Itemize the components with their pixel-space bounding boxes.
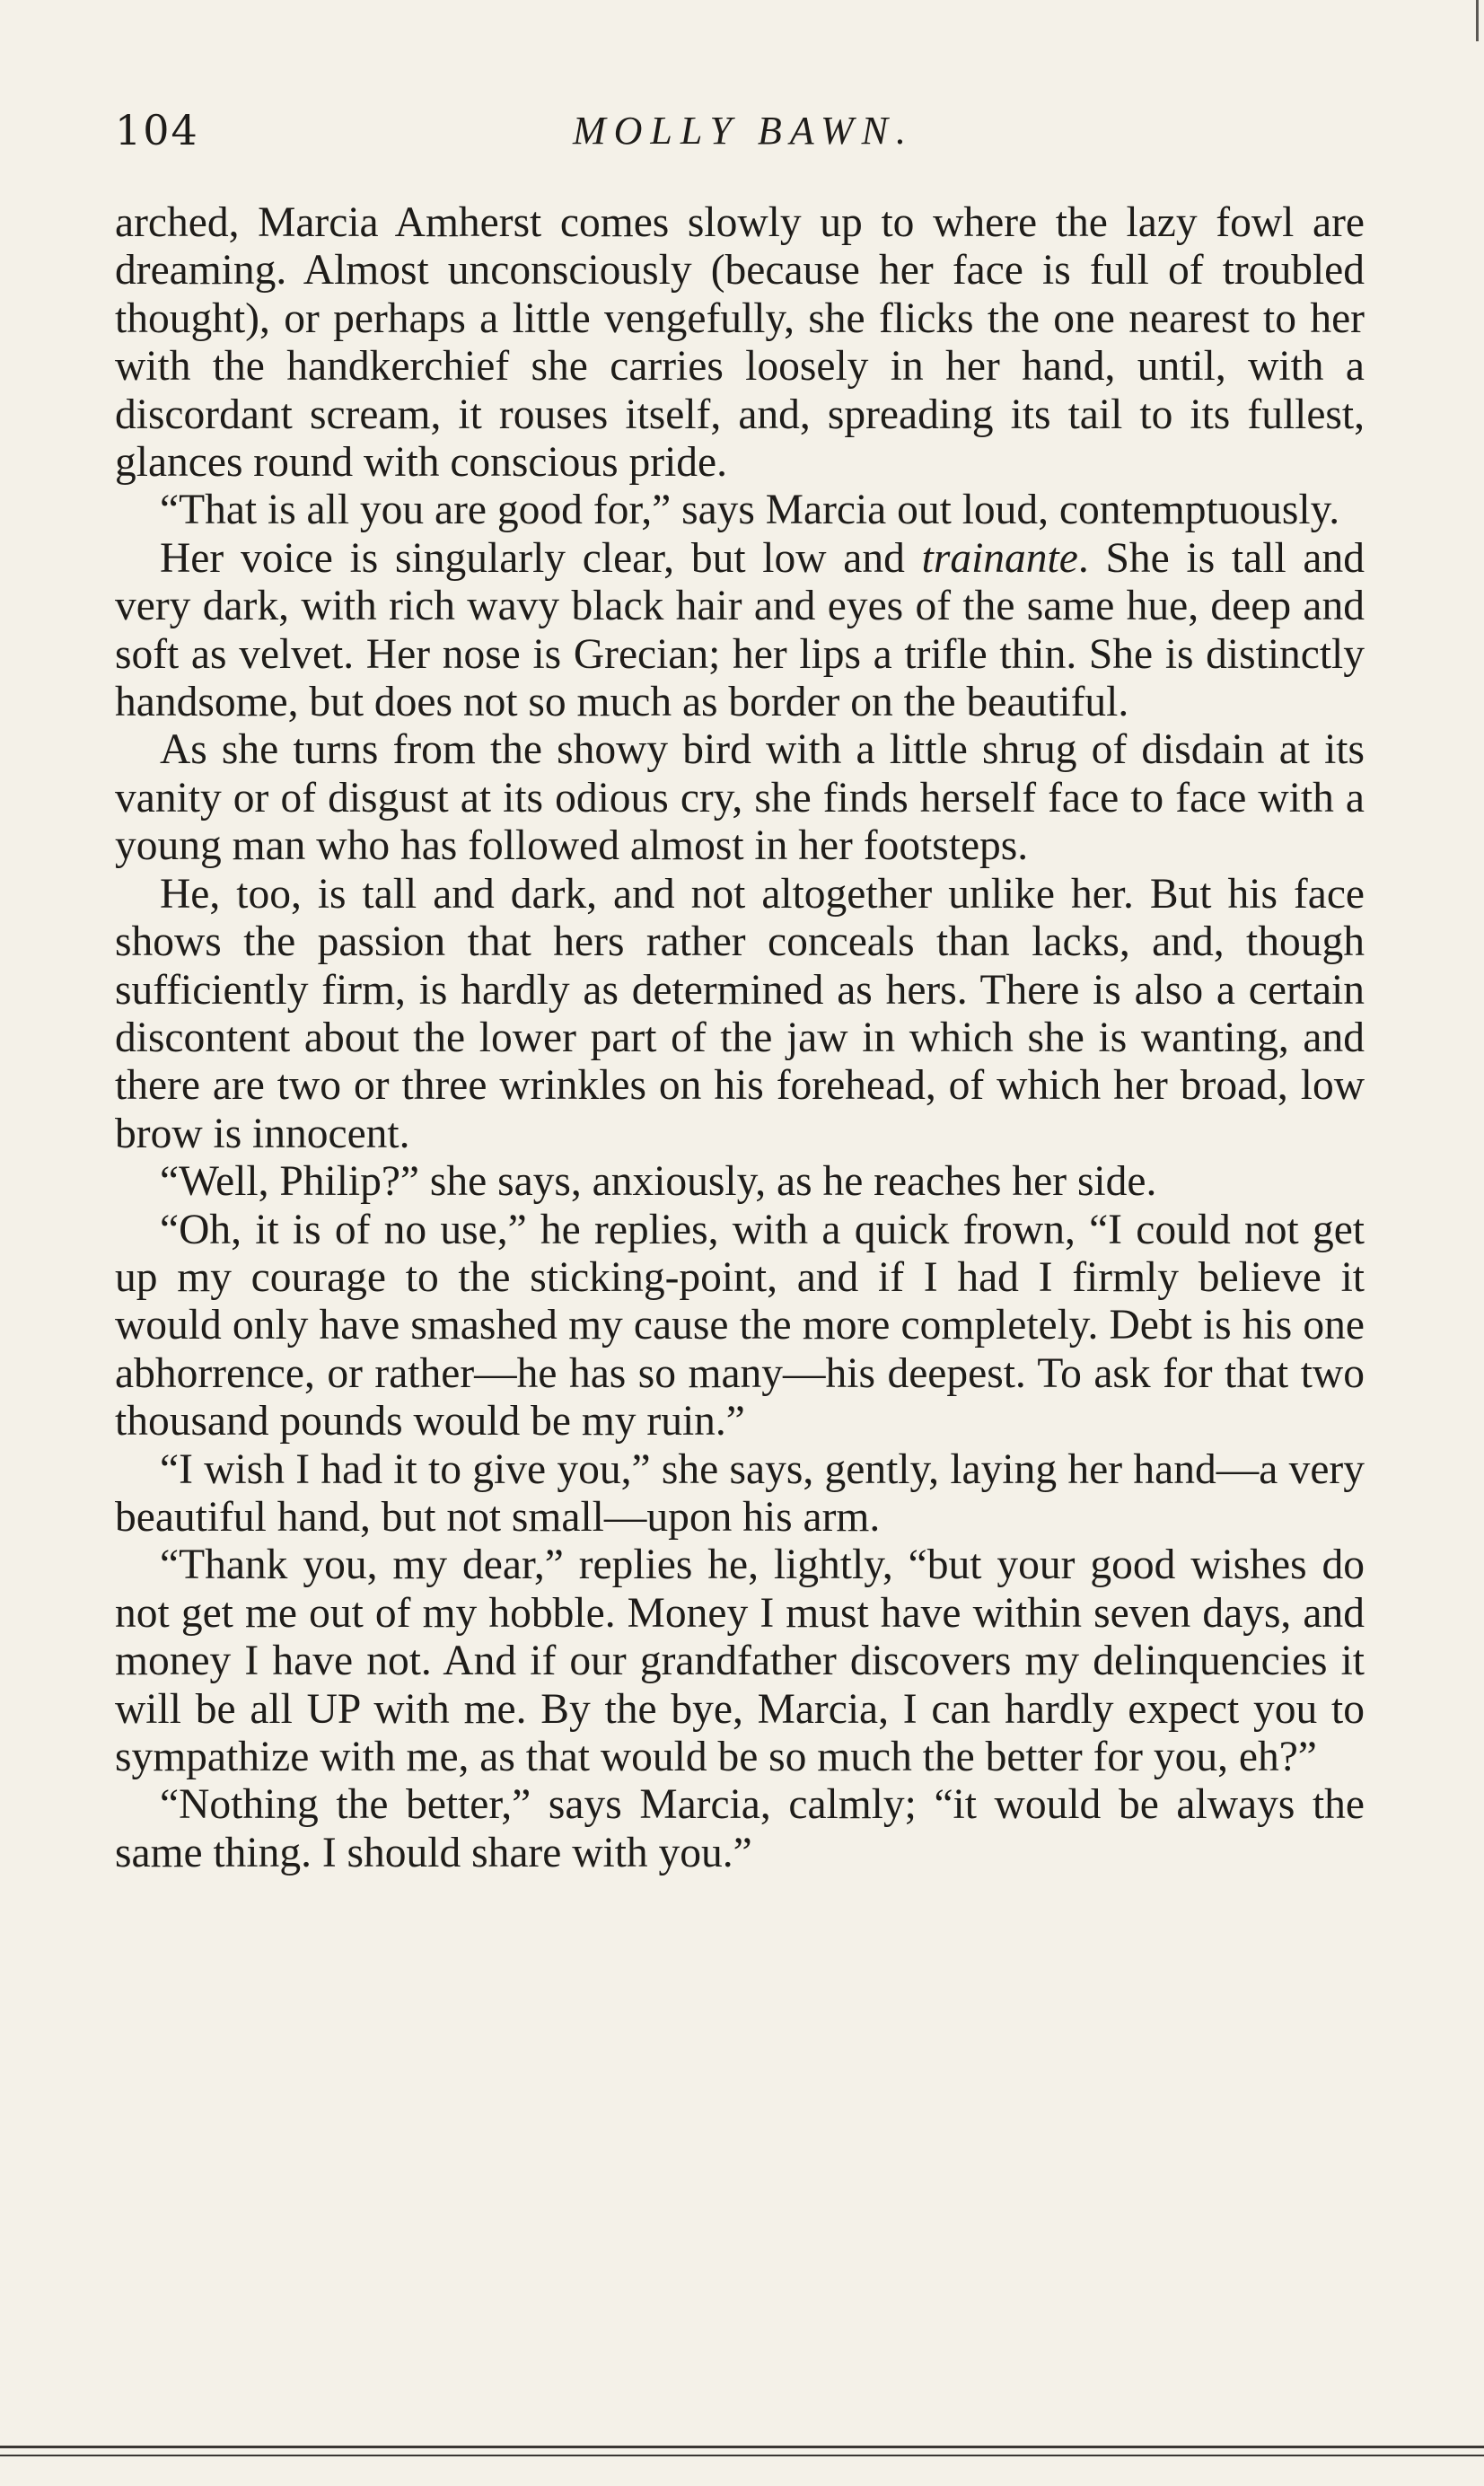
paragraph-2: “That is all you are good for,” says Marcia out loud, contemptuously. xyxy=(160,487,1340,534)
paragraph-1: arched, Marcia Amherst comes slowly up to where the lazy fowl are dreaming. Almost unconsciously (because her face is full of troubled thought), or perhaps a little vengefully, she flicks the one nearest to her with the handkerchief she carries loosely in her hand, until, with a discordant scream, it rouses itself, and, spreading its tail to its fullest, glances round with conscious pride. xyxy=(115,199,1365,487)
paragraph-4: As she turns from the showy bird with a little shrug of disdain at its vanity or of disgust at its odious cry, she finds herself face to face with a young man who has followed almost in her footsteps. xyxy=(115,726,1365,870)
page-number: 104 xyxy=(115,106,199,154)
paragraph-7: “Oh, it is of no use,” he replies, with a quick frown, “I could not get up my courage to the sticking-point, and if I had I firmly believe it would only have smashed my cause the more completely. Debt is his one abhorrence, or rather—he has so many—his deepest. To ask for that two thousand pounds would be my ruin.” xyxy=(115,1206,1365,1445)
paragraph-6: “Well, Philip?” she says, anxiously, as he reaches her side. xyxy=(160,1158,1157,1206)
paragraph-5: He, too, is tall and dark, and not altogether unlike her. But his face shows the passion that hers rather conceals than lacks, and, though sufficiently firm, is hardly as determined as hers. There is also a certain discontent about the lower part of the jaw in which she is wanting, and there are two or three wrinkles on his forehead, of which her broad, low brow is innocent. xyxy=(115,870,1365,1157)
page-header xyxy=(115,106,1372,169)
paragraph-8: “I wish I had it to give you,” she says, gently, laying her hand—a very beautiful hand, but not small—upon his arm. xyxy=(115,1445,1365,1541)
italic-word: trainante xyxy=(921,534,1078,582)
bottom-rule-thin xyxy=(0,2455,1484,2456)
paragraph-3: Her voice is singularly clear, but low and trainante. She is tall and very dark, with rich wavy black hair and eyes of the same hue, deep and soft as velvet. Her nose is Grecian; her lips a trifle thin. She is distinctly handsome, but does not so much as border on the beautiful. xyxy=(115,534,1365,726)
paragraph-10: “Nothing the better,” says Marcia, calmly; “it would be always the same thing. I should share with you.” xyxy=(115,1781,1365,1876)
running-title: MOLLY BAWN. xyxy=(572,109,915,153)
paragraph-9: “Thank you, my dear,” replies he, lightly, “but your good wishes do not get me out of my hobble. Money I must have within seven days, and money I have not. And if our grandfather discovers my delinquencies it will be all UP with me. By the bye, Marcia, I can hardly expect you to sympathize with me, as that would be so much the better for you, eh?” xyxy=(115,1542,1365,1780)
body-text xyxy=(115,199,1365,1877)
bottom-rule xyxy=(0,2446,1484,2448)
edge-mark xyxy=(1476,0,1479,41)
